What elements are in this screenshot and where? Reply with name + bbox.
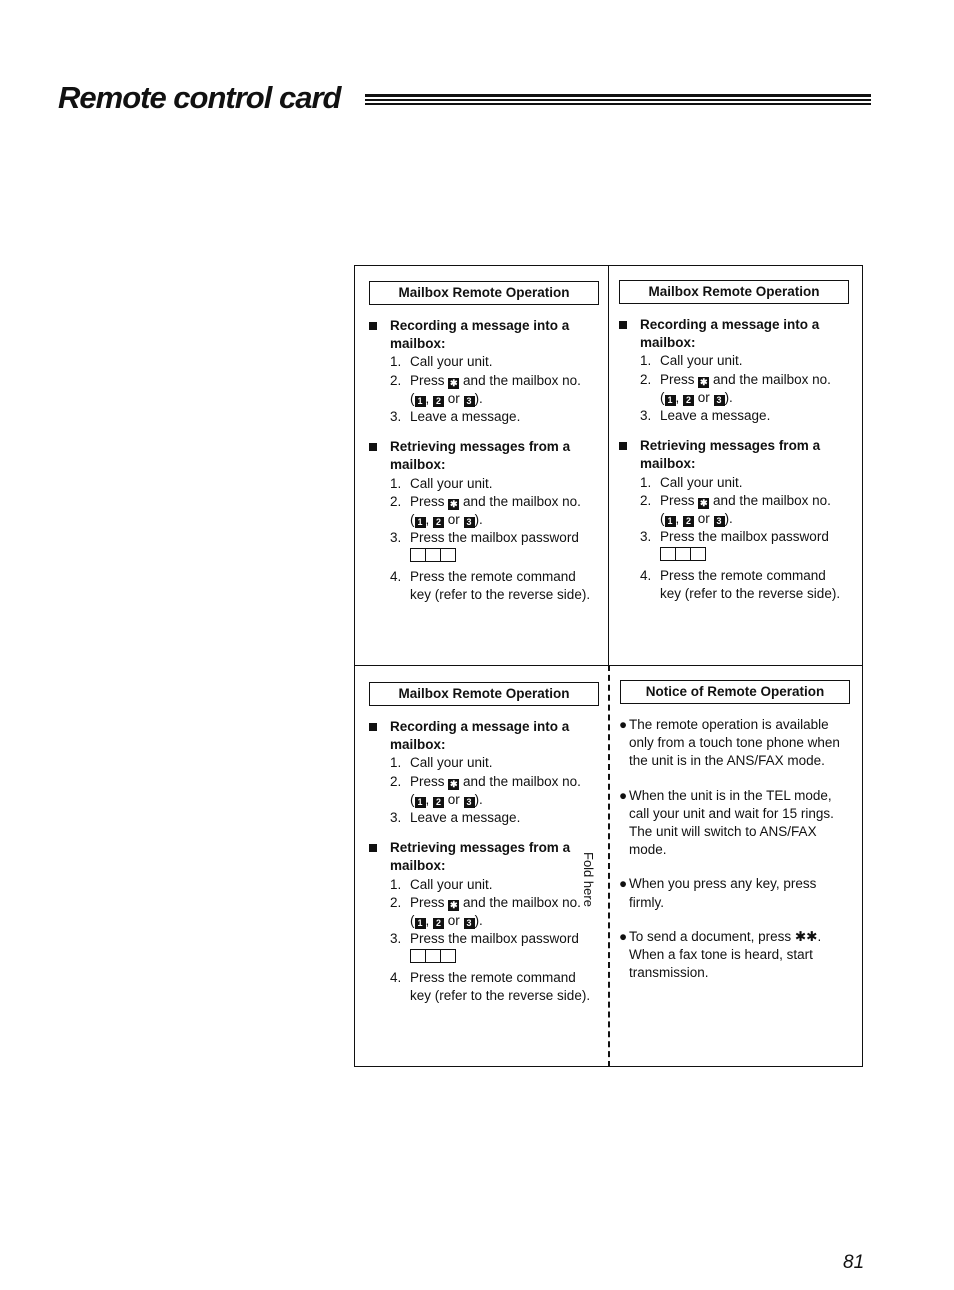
retrieving-title: Retrieving messages from a mailbox: bbox=[355, 438, 595, 474]
retrieving-section bbox=[355, 438, 595, 604]
star-key-icon: ✱ bbox=[450, 377, 458, 388]
step: 4. Press the remote command key (refer to the reverse side). bbox=[640, 567, 841, 601]
fold-label: Fold here bbox=[581, 852, 596, 907]
bullet-icon bbox=[369, 322, 377, 330]
star-key-icon: ✱ bbox=[700, 497, 708, 508]
page-number: 81 bbox=[843, 1252, 865, 1273]
key-2-icon: 2 bbox=[433, 918, 444, 929]
star-key-icon: ✱ bbox=[450, 778, 458, 789]
key-3-icon: 3 bbox=[464, 396, 475, 407]
notice-item: ● To send a document, press ✱✱. When a fax tone is heard, start transmission. bbox=[619, 928, 822, 981]
bullet-icon bbox=[369, 443, 377, 451]
key-3-icon: 3 bbox=[464, 797, 475, 808]
panel-header: Mailbox Remote Operation bbox=[369, 281, 599, 305]
step: 1. Call your unit. bbox=[390, 876, 493, 892]
step: 3. Press the mailbox password bbox=[355, 930, 595, 968]
step: 3. Leave a message. bbox=[640, 408, 771, 424]
step: 4. Press the remote command key (refer to the reverse side). bbox=[390, 969, 591, 1003]
step: 2. Press ✱ and the mailbox no. ( 1 , 2 or 3 ). bbox=[640, 492, 831, 527]
title-rule bbox=[365, 94, 871, 105]
retrieving-title: Retrieving messages from a mailbox: bbox=[355, 839, 595, 875]
step: 2. Press ✱ and the mailbox no. ( 1 , 2 or 3 ). bbox=[390, 372, 581, 406]
key-2-icon: 2 bbox=[433, 797, 444, 808]
step: 2. Press ✱ and the mailbox no. ( 1 , 2 or 3 ). bbox=[390, 493, 581, 528]
key-1-icon: 1 bbox=[415, 517, 426, 528]
password-boxes bbox=[660, 547, 705, 566]
retrieving-title: Retrieving messages from a mailbox: bbox=[605, 437, 845, 473]
recording-section bbox=[355, 317, 595, 426]
key-3-icon: 3 bbox=[714, 516, 725, 527]
retrieving-section bbox=[605, 437, 845, 603]
step: 4. Press the remote command key (refer to the reverse side). bbox=[390, 568, 591, 602]
key-2-icon: 2 bbox=[433, 396, 444, 407]
mailbox-panel-top-left bbox=[355, 281, 595, 604]
star-key-icon: ✱ bbox=[700, 376, 708, 387]
notice-item: ● When you press any key, press firmly. bbox=[619, 876, 817, 910]
password-boxes bbox=[410, 548, 455, 567]
recording-section bbox=[605, 316, 845, 425]
key-2-icon: 2 bbox=[433, 517, 444, 528]
notice-item: ● When the unit is in the TEL mode, call your unit and wait for 15 rings. The unit will switch to ANS/FAX mode. bbox=[619, 787, 834, 858]
bullet-icon bbox=[369, 844, 377, 852]
recording-section bbox=[355, 718, 595, 827]
step: 2. Press ✱ and the mailbox no. ( 1 , 2 or 3 ). bbox=[640, 371, 831, 405]
key-2-icon: 2 bbox=[683, 395, 694, 406]
star-key-icon: ✱ bbox=[450, 899, 458, 910]
step: 2. Press ✱ and the mailbox no. ( 1 , 2 or 3 ). bbox=[390, 773, 581, 807]
retrieving-section bbox=[355, 839, 595, 1005]
key-1-icon: 1 bbox=[665, 395, 676, 406]
key-3-icon: 3 bbox=[464, 517, 475, 528]
key-1-icon: 1 bbox=[415, 396, 426, 407]
panel-header: Mailbox Remote Operation bbox=[369, 682, 599, 706]
key-3-icon: 3 bbox=[714, 395, 725, 406]
step: 3. Press the mailbox password bbox=[355, 529, 595, 567]
notice-list bbox=[616, 716, 852, 982]
key-1-icon: 1 bbox=[665, 516, 676, 527]
mailbox-panel-bottom-left bbox=[355, 682, 595, 1005]
panel-header: Mailbox Remote Operation bbox=[619, 280, 849, 304]
notice-header: Notice of Remote Operation bbox=[620, 680, 850, 704]
step: 1. Call your unit. bbox=[640, 353, 743, 369]
step: 3. Press the mailbox password bbox=[605, 528, 845, 566]
key-1-icon: 1 bbox=[415, 918, 426, 929]
fold-line bbox=[608, 665, 610, 1067]
recording-title: Recording a message into a mailbox: bbox=[355, 317, 595, 353]
recording-title: Recording a message into a mailbox: bbox=[605, 316, 845, 352]
bullet-icon bbox=[369, 723, 377, 731]
step: 2. Press ✱ and the mailbox no. ( 1 , 2 or 3 ). bbox=[390, 894, 581, 929]
key-3-icon: 3 bbox=[464, 918, 475, 929]
step: 1. Call your unit. bbox=[390, 475, 493, 491]
password-boxes bbox=[410, 949, 455, 968]
step: 3. Leave a message. bbox=[390, 810, 521, 826]
key-1-icon: 1 bbox=[415, 797, 426, 808]
step: 1. Call your unit. bbox=[390, 755, 493, 771]
key-2-icon: 2 bbox=[683, 516, 694, 527]
recording-title: Recording a message into a mailbox: bbox=[355, 718, 595, 754]
notice-panel bbox=[616, 680, 852, 982]
notice-item: ● The remote operation is available only from a touch tone phone when the unit is in the ANS/FAX mode. bbox=[619, 717, 840, 769]
page-title: Remote control card bbox=[58, 80, 341, 115]
star-key-icon: ✱ bbox=[450, 498, 458, 509]
step: 1. Call your unit. bbox=[390, 354, 493, 370]
step: 3. Leave a message. bbox=[390, 409, 521, 425]
bullet-icon bbox=[619, 442, 627, 450]
bullet-icon bbox=[619, 321, 627, 329]
mailbox-panel-top-right bbox=[605, 280, 845, 603]
step: 1. Call your unit. bbox=[640, 474, 743, 490]
